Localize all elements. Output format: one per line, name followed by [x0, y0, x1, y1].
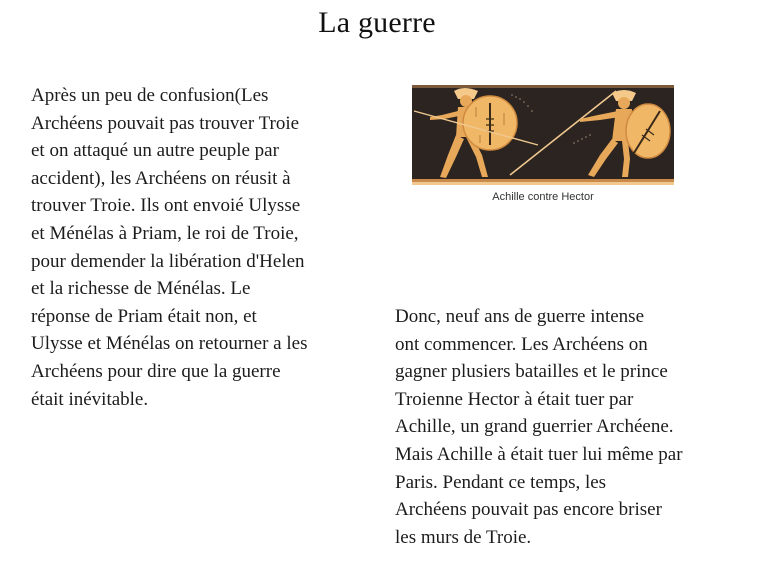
- slide-title: La guerre: [318, 6, 436, 39]
- text-line: Après un peu de confusion(Les: [31, 85, 269, 106]
- text-line: et la richesse de Ménélas. Le: [31, 278, 251, 300]
- text-line: était inévitable.: [31, 388, 149, 410]
- text-line: les murs de Troie.: [395, 526, 532, 548]
- text-line: et Ménélas à Priam, le roi de Troie,: [31, 222, 299, 244]
- text-line: pour demender la libération d'Helen: [31, 250, 305, 272]
- left-text-block: [31, 82, 361, 413]
- text-line: Archéens pour dire que la guerre: [31, 360, 281, 382]
- text-line: Paris. Pendant ce temps, les: [395, 471, 607, 493]
- right-text-block: [395, 303, 725, 551]
- text-line: trouver Troie. Ils ont envoié Ulysse: [31, 195, 301, 217]
- image-caption: Achille contre Hector: [492, 191, 594, 203]
- text-line: Mais Achille à était tuer lui même par: [395, 443, 683, 465]
- text-line: réponse de Priam était non, et: [31, 305, 257, 327]
- text-line: Archéens pouvait pas trouver Troie: [31, 112, 300, 134]
- text-line: accident), les Archéens on réusit à: [31, 167, 291, 189]
- text-line: Ulysse et Ménélas on retourner a les: [31, 333, 308, 355]
- text-line: Achille, un grand guerrier Archéene.: [395, 416, 674, 438]
- text-line: gagner plusiers batailles et le prince: [395, 361, 668, 383]
- vase-painting-svg: [412, 85, 674, 185]
- text-line: ont commencer. Les Archéens on: [395, 333, 648, 355]
- text-line: et on attaqué un autre peuple par: [31, 140, 279, 162]
- text-line: Donc, neuf ans de guerre intense: [395, 306, 645, 327]
- vase-painting-image: [412, 85, 674, 185]
- text-line: Troienne Hector à était tuer par: [395, 388, 634, 410]
- image-top-band: [412, 85, 674, 88]
- text-line: Archéens pouvait pas encore briser: [395, 499, 662, 521]
